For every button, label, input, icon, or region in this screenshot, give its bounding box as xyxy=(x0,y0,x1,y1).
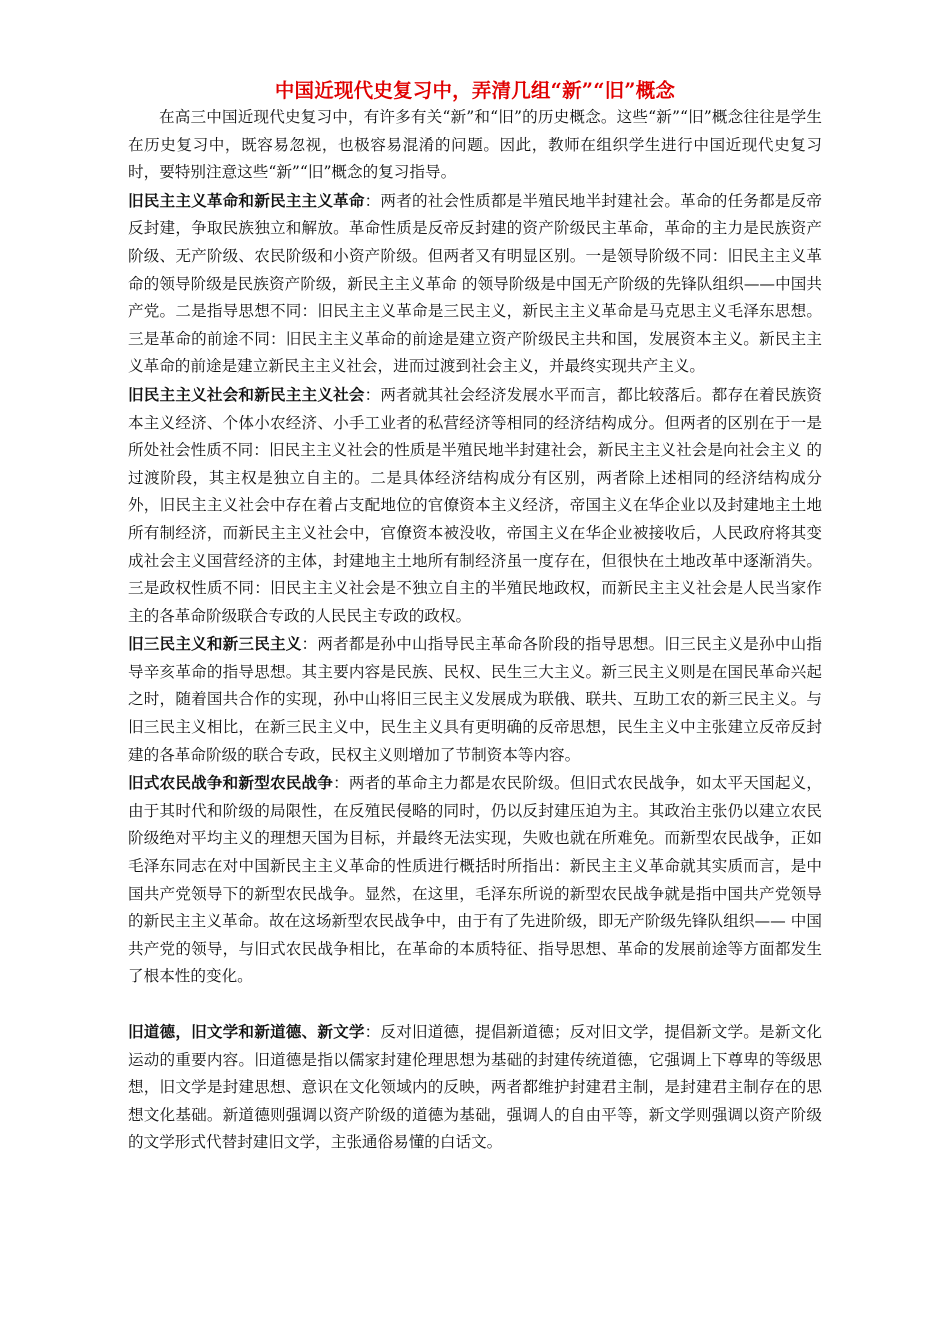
section-body-5: ：反对旧道德，提倡新道德；反对旧文学，提倡新文学。是新文化运动的重要内容。旧道德是指以儒家封建伦理思想为基础的封建传统道德，它强调上下尊卑的等级思想，旧文学是封建思想、意识在文化领域内的反映，两者都维护封建君主制，是封建君主制存在的思想文化基础。新道德则强调以资产阶级的道德为基础，强调人的自由平等，新文学则强调以资产阶级的文学形式代替封建旧文学，主张通俗易懂的白话文。 xyxy=(128,1023,822,1152)
section-heading-5: 旧道德，旧文学和新道德、新文学 xyxy=(128,1022,365,1041)
intro-paragraph: 在高三中国近现代史复习中，有许多有关“新”和“旧”的历史概念。这些“新”“旧”概念往往是学生在历史复习中，既容易忽视，也极容易混淆的问题。因此，教师在组织学生进行中国近现代史复习时，要特别注意这些“新”“旧”概念的复习指导。 xyxy=(128,108,822,182)
section-body-2: ：两者就其社会经济发展水平而言，都比较落后。都存在着民族资本主义经济、个体小农经济、小手工业者的私营经济等相同的经济结构成分。但两者的区别在于一是所处社会性质不同：旧民主主义社会的性质是半殖民地半封建社会，新民主主义社会是向社会主义 的过渡阶段，其主权是独立自主的。二是具体经济结构成分有区别，两者除上述相同的经济结构成分外，旧民主主义社会中存在着占支配地位的官僚资本主义经济，帝国主义在华企业以及封建地主土地所有制经济，而新民主主义社会中，官僚资本被没收，帝国主义在华企业被接收后，人民政府将其变成社会主义国营经济的主体，封建地主土地所有制经济虽一度存在，但很快在土地改革中逐渐消失。三是政权性质不同：旧民主主义社会是不独立自主的半殖民地政权，而新民主主义社会是人民当家作主的各革命阶级联合专政的人民民主专政的政权。 xyxy=(128,385,822,625)
section-paragraph-1 xyxy=(128,187,822,381)
section-paragraph-2 xyxy=(128,381,822,630)
section-heading-3: 旧三民主义和新三民主义 xyxy=(128,634,302,654)
section-body-3: ：两者都是孙中山指导民主革命各阶段的指导思想。旧三民主义是孙中山指导辛亥革命的指导思想。其主要内容是民族、民权、民生三大主义。新三民主义则是在国民革命兴起之时，随着国共合作的实现，孙中山将旧三民主义发展成为联俄、联共、互助工农的新三民主义。与旧三民主义相比，在新三民主义中，民生主义具有更明确的反帝思想，民生主义中主张建立反帝反封建的各革命阶级的联合专政，民权主义则增加了节制资本等内容。 xyxy=(128,635,822,764)
section-body-1: ：两者的社会性质都是半殖民地半封建社会。革命的任务都是反帝反封建，争取民族独立和解放。革命性质是反帝反封建的资产阶级民主革命，革命的主力是民族资产阶级、无产阶级、农民阶级和小资产阶级。但两者又有明显区别。一是领导阶级不同：旧民主主义革命的领导阶级是民族资产阶级，新民主主义革命 的领导阶级是中国无产阶级的先锋队组织——中国共产党。二是指导思想不同：旧民主主义革命是三民主义，新民主主义革命是马克思主义毛泽东思想。三是革命的前途不同：旧民主主义革命的前途是建立资产阶级民主共和国，发展资本主义。新民主主义革命的前途是建立新民主主义社会，进而过渡到社会主义，并最终实现共产主义。 xyxy=(128,191,822,376)
section-heading-1: 旧民主主义革命和新民主主义革命 xyxy=(128,190,365,210)
section-paragraph-3 xyxy=(128,630,822,769)
section-body-4: ：两者的革命主力都是农民阶级。但旧式农民战争，如太平天国起义，由于其时代和阶级的局限性，在反殖民侵略的同时，仍以反封建压迫为主。其政治主张仍以建立农民阶级绝对平均主义的理想天国为目标，并最终无法实现，失败也就在所难免。而新型农民战争，正如毛泽东同志在对中国新民主主义革命的性质进行概括时所指出：新民主主义革命就其实质而言，是中国共产党领导下的新型农民战争。显然，在这里，毛泽东所说的新型农民战争就是指中国共产党领导的新民主主义革命。故在这场新型农民战争中，由于有了先进阶级，即无产阶级先锋队组织—— 中国共产党的领导，与旧式农民战争相比，在革命的本质特征、指导思想、革命的发展前途等方面都发生了根本性的变化。 xyxy=(128,774,822,986)
document-title: 中国近现代史复习中，弄清几组“新”“旧”概念 xyxy=(274,79,676,102)
document-page xyxy=(128,78,822,1157)
section-paragraph-5 xyxy=(128,1018,822,1157)
section-heading-4: 旧式农民战争和新型农民战争 xyxy=(128,773,334,793)
blank-line xyxy=(128,991,822,1018)
section-heading-2: 旧民主主义社会和新民主主义社会 xyxy=(128,384,365,404)
section-paragraph-4 xyxy=(128,769,822,991)
